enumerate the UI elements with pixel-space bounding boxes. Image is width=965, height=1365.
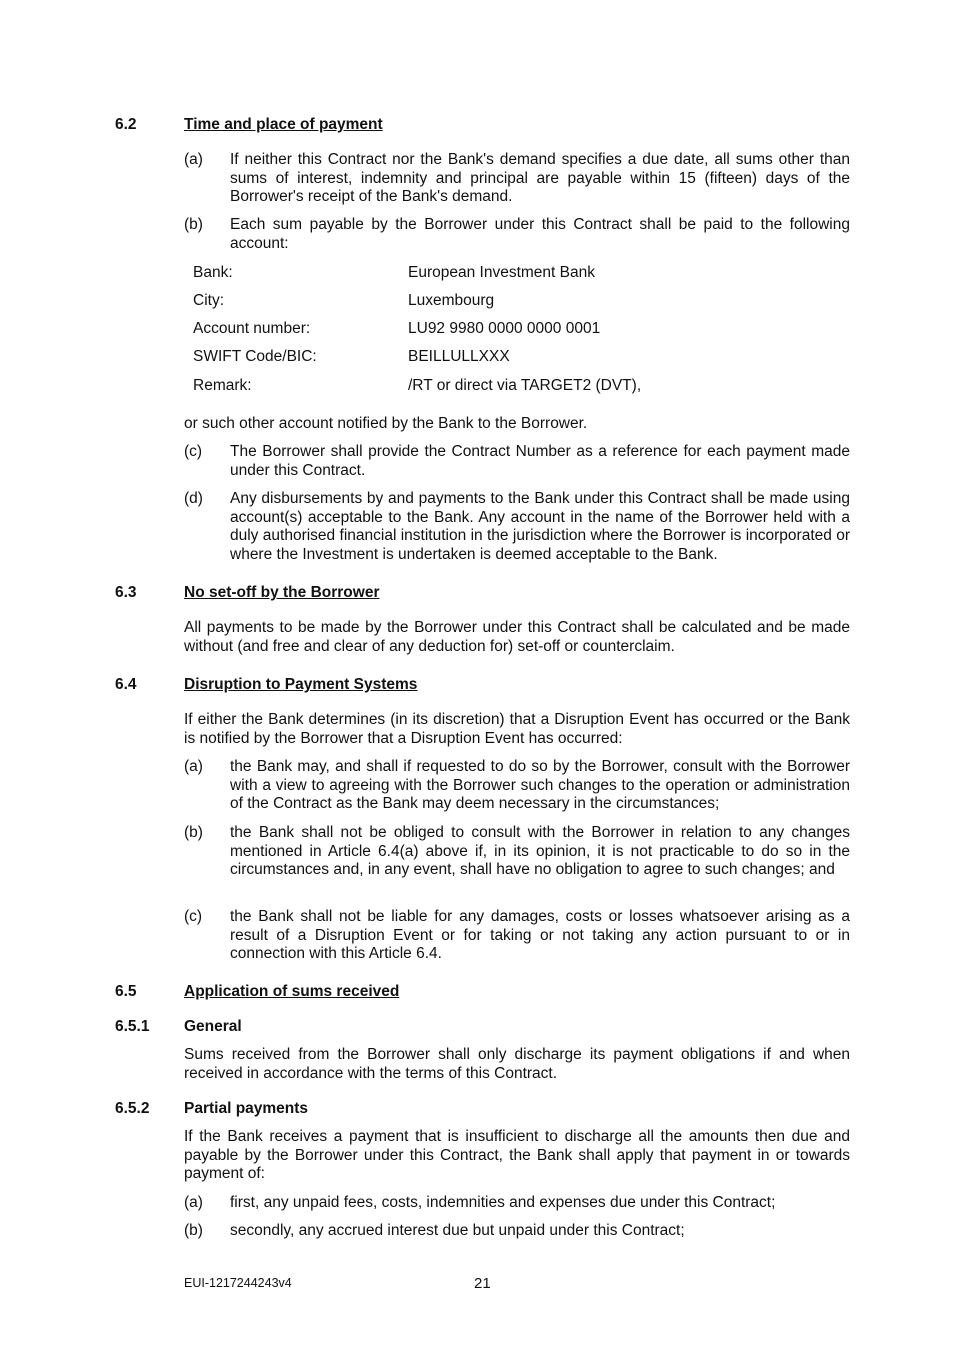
account-key: SWIFT Code/BIC: (193, 348, 317, 365)
other-account-note: or such other account notified by the Bank to the Borrower. (184, 415, 588, 432)
document-reference: EUI-1217244243v4 (184, 1276, 292, 1290)
clause-text: first, any unpaid fees, costs, indemnities and expenses due under this Contract; (230, 1194, 776, 1211)
section-title: Application of sums received (184, 983, 400, 1000)
account-key: Bank: (193, 264, 233, 281)
clause-label: (a) (184, 1194, 203, 1211)
section-title: Partial payments (184, 1100, 309, 1117)
clause-label: (c) (184, 443, 203, 460)
account-key: Remark: (193, 377, 252, 394)
clause-text: Each sum payable by the Borrower under this Contract shall be paid to the following account: (230, 216, 850, 252)
account-value: LU92 9980 0000 0000 0001 (408, 320, 601, 337)
clause-text: the Bank may, and shall if requested to do so by the Borrower, consult with the Borrower with a view to agreeing with the Borrower such changes to the operation or administration of the Contract as the Bank may deem necessary in the circumstances; (230, 758, 850, 813)
clause-text: The Borrower shall provide the Contract Number as a reference for each payment made under this Contract. (230, 443, 850, 479)
clause-label: (c) (184, 908, 203, 925)
clause-label: (b) (184, 1222, 203, 1239)
account-value: Luxembourg (408, 292, 495, 309)
clause-label: (d) (184, 490, 203, 507)
clause-label: (a) (184, 758, 203, 775)
section-number: 6.5.1 (115, 1018, 150, 1035)
clause-label: (a) (184, 151, 203, 168)
page-number: 21 (474, 1275, 491, 1292)
clause-text: If neither this Contract nor the Bank's demand specifies a due date, all sums other than sums of interest, indemnity and principal are payable within 15 (fifteen) days of the Borrower's receipt of the Bank's demand. (230, 151, 850, 206)
account-value: BEILLULLXXX (408, 348, 510, 365)
section-6-5-1-text: Sums received from the Borrower shall only discharge its payment obligations if and when received in accordance with the terms of this Contract. (184, 1046, 850, 1082)
section-number: 6.5.2 (115, 1100, 150, 1117)
clause-text: Any disbursements by and payments to the Bank under this Contract shall be made using account(s) acceptable to the Bank. Any account in the name of the Borrower held with a duly authorised financial institution in the jurisdiction where the Borrower is incorporated or where the Investment is undertaken is deemed acceptable to the Bank. (230, 490, 850, 563)
account-value: /RT or direct via TARGET2 (DVT), (408, 377, 642, 394)
clause-text: the Bank shall not be liable for any damages, costs or losses whatsoever arising as a result of a Disruption Event or for taking or not taking any action pursuant to or in connection with this Article 6.4. (230, 908, 850, 963)
section-title: Disruption to Payment Systems (184, 676, 418, 693)
clause-text: the Bank shall not be obliged to consult with the Borrower in relation to any changes mentioned in Article 6.4(a) above if, in its opinion, it is not practicable to do so in the circumstances and, in any event, shall have no obligation to agree to such changes; and (230, 824, 850, 879)
section-title: No set-off by the Borrower (184, 584, 380, 601)
account-value: European Investment Bank (408, 264, 595, 281)
section-number: 6.5 (115, 983, 137, 1000)
section-6-5-2-intro: If the Bank receives a payment that is insufficient to discharge all the amounts then due and payable by the Borrower under this Contract, the Bank shall apply that payment in or towards payment of: (184, 1128, 850, 1183)
section-number: 6.3 (115, 584, 137, 601)
section-title: Time and place of payment (184, 116, 383, 133)
account-key: City: (193, 292, 224, 309)
section-title: General (184, 1018, 242, 1035)
section-number: 6.2 (115, 116, 137, 133)
clause-label: (b) (184, 824, 203, 841)
section-number: 6.4 (115, 676, 137, 693)
account-key: Account number: (193, 320, 311, 337)
section-6-4-intro: If either the Bank determines (in its discretion) that a Disruption Event has occurred or the Bank is notified by the Borrower that a Disruption Event has occurred: (184, 711, 850, 747)
clause-text: secondly, any accrued interest due but unpaid under this Contract; (230, 1222, 685, 1239)
clause-label: (b) (184, 216, 203, 233)
section-6-3-text: All payments to be made by the Borrower under this Contract shall be calculated and be made without (and free and clear of any deduction for) set-off or counterclaim. (184, 619, 850, 655)
